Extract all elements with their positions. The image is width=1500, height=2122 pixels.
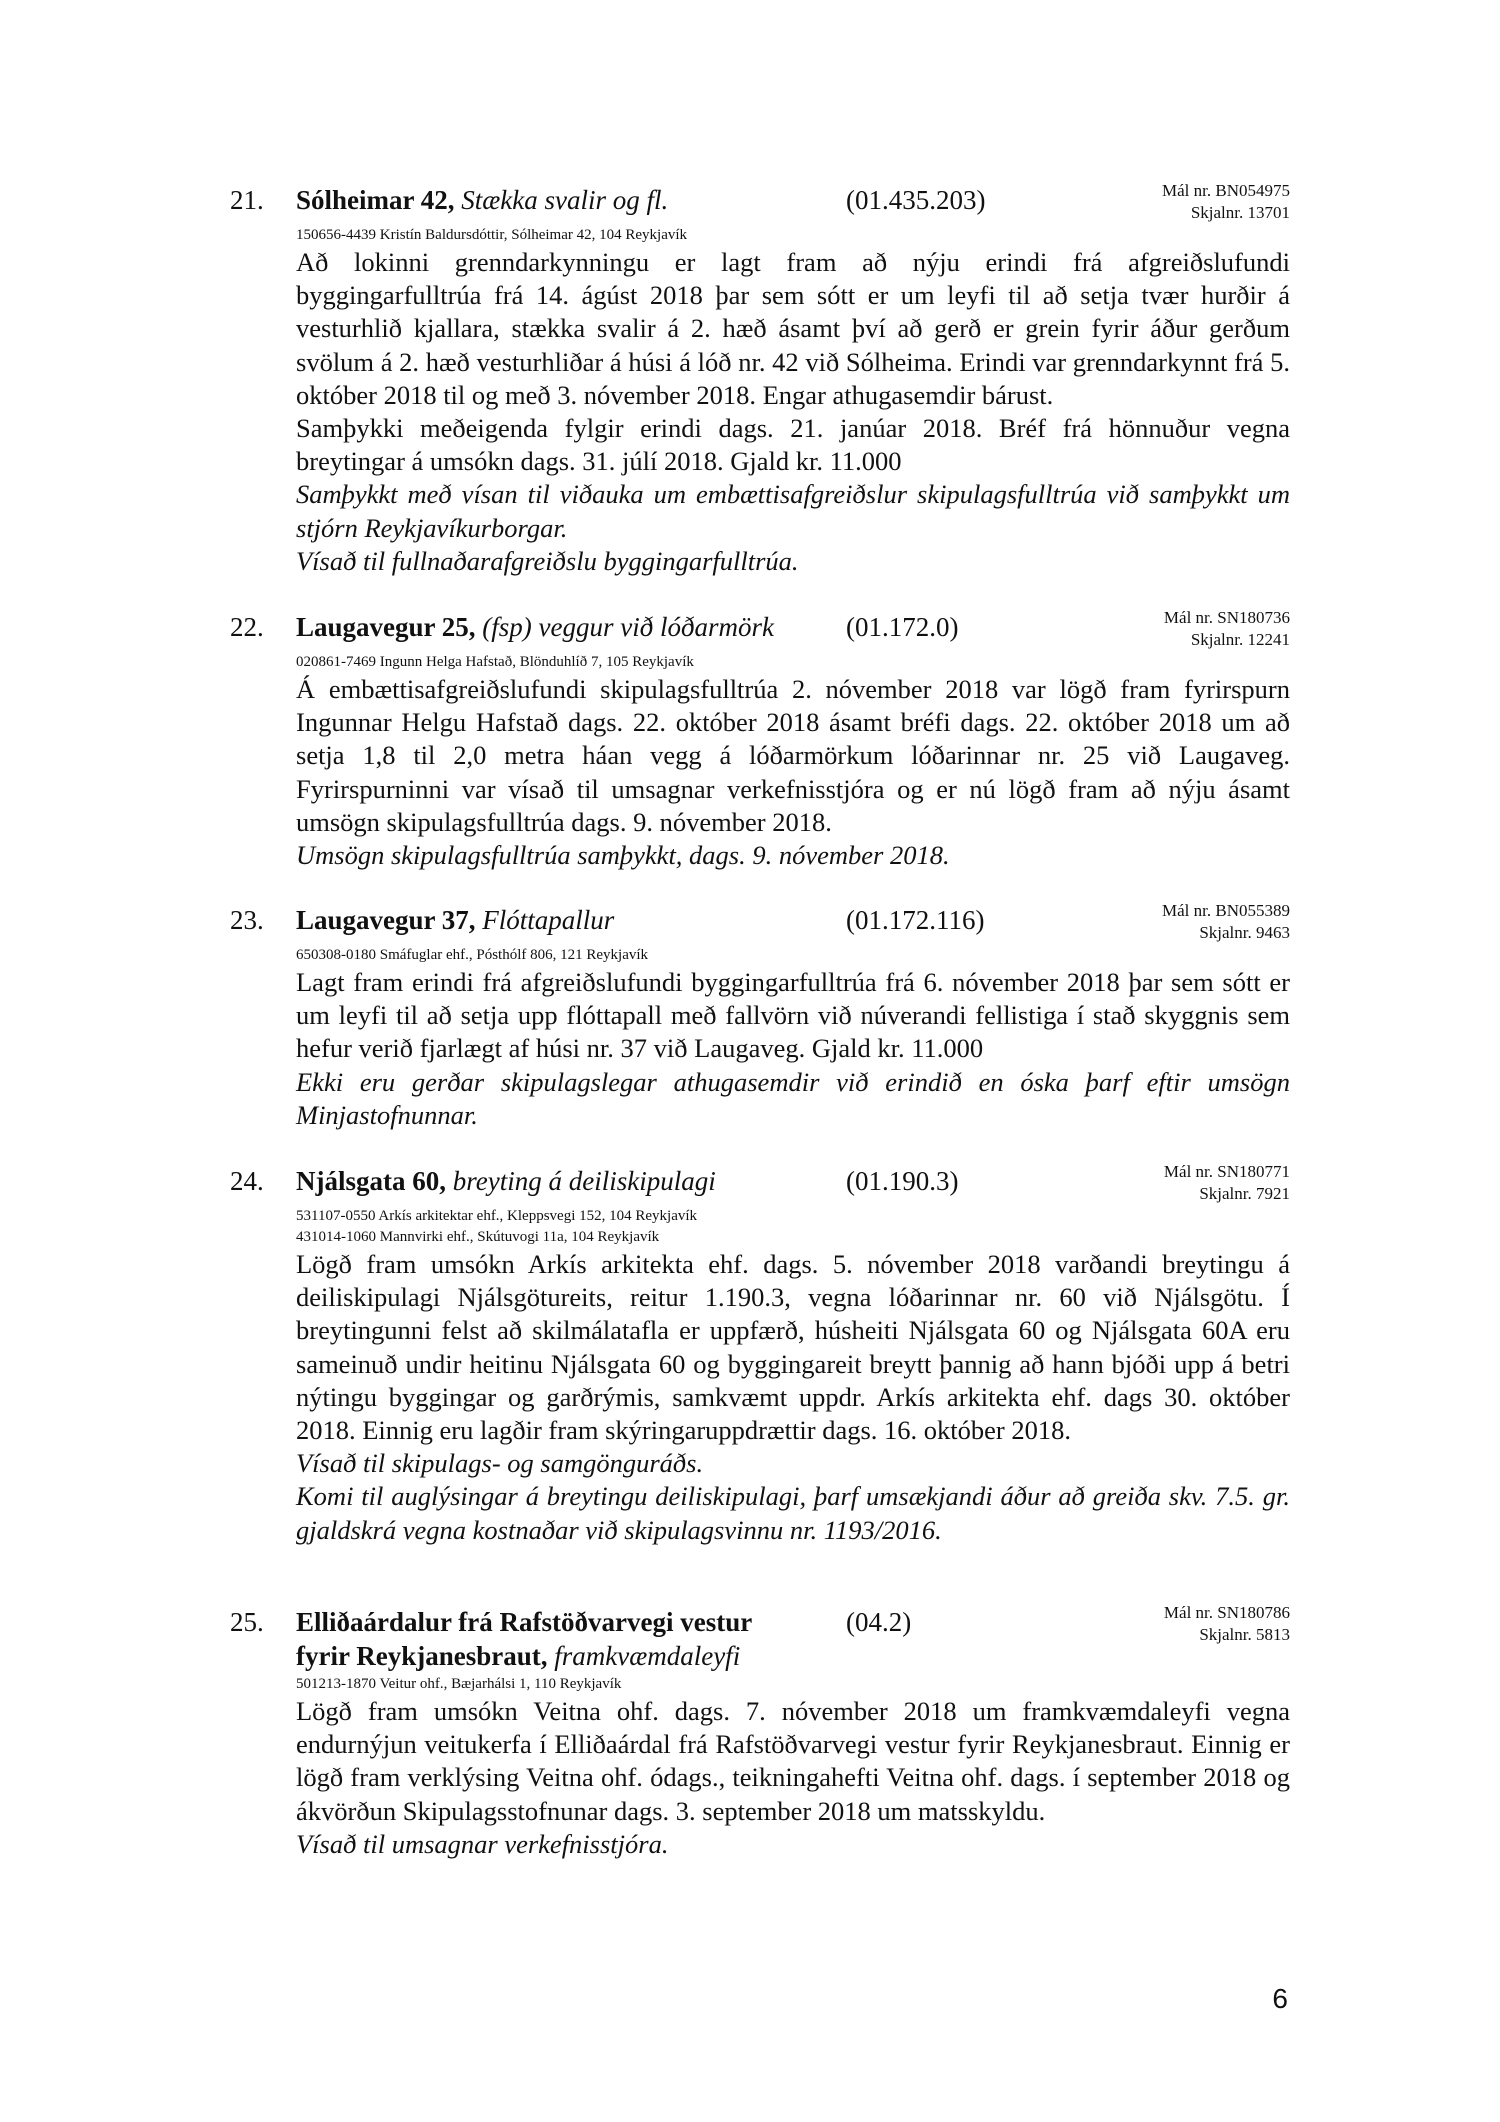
item-body xyxy=(296,945,1290,1132)
item-subject: framkvæmdaleyfi xyxy=(554,1641,741,1671)
case-number: Mál nr. SN180771 xyxy=(1163,1162,1290,1181)
applicant: 650308-0180 Smáfuglar ehf., Pósthólf 806, 121 Reykjavík xyxy=(296,947,649,963)
item-decision: Ekki eru gerðar skipulagslegar athugasemdir við erindið en óska þarf eftir umsögn Minjastofnunnar. xyxy=(296,1066,1290,1130)
page-number: 6 xyxy=(1272,1983,1288,2014)
item-decision-2: Vísað til fullnaðarafgreiðslu byggingarfulltrúa. xyxy=(296,545,799,576)
item-address: Laugavegur 25, xyxy=(296,612,476,642)
item-code: (01.172.116) xyxy=(846,905,985,935)
document-number: Skjalnr. 7921 xyxy=(1199,1184,1290,1203)
item-number: 23. xyxy=(230,905,264,935)
item-body xyxy=(296,225,1290,578)
item-decision: Samþykkt með vísan til viðauka um embættisafgreiðslur skipulagsfulltrúa við samþykkt um stjórn Reykjavíkurborgar. xyxy=(296,479,1290,543)
item-body xyxy=(296,652,1290,872)
applicant: 431014-1060 Mannvirki ehf., Skútuvogi 11a, 104 Reykjavík xyxy=(296,1229,660,1245)
item-decision: Vísað til skipulags- og samgönguráðs. xyxy=(296,1448,704,1479)
item-text: Lagt fram erindi frá afgreiðslufundi byggingarfulltrúa frá 6. nóvember 2018 þar sem sótt er um leyfi til að setja upp flóttapall með fallvörn við núverandi fellistiga í stað skyggnis sem hefur verið fjarlægt af húsi nr. 37 við Laugaveg. Gjald kr. 11.000 xyxy=(296,967,1290,1064)
item-code: (01.435.203) xyxy=(846,185,986,215)
document-number: Skjalnr. 5813 xyxy=(1199,1625,1290,1644)
applicant: 531107-0550 Arkís arkitektar ehf., Kleppsvegi 152, 104 Reykjavík xyxy=(296,1208,698,1224)
item-text: Lögð fram umsókn Arkís arkitekta ehf. dags. 5. nóvember 2018 varðandi breytingu á deiliskipulagi Njálsgötureits, reitur 1.190.3, vegna lóðarinnar nr. 60 við Njálsgötu. Í breytingunni felst að skilmálatafla er uppfærð, húsheiti Njálsgata 60 og Njálsgata 60A eru sameinuð undir heitinu Njálsgata 60 og byggingareit breytt þannig að hann bjóði upp á betri nýtingu byggingar og garðrýmis, samkvæmt uppdr. Arkís arkitekta ehf. dags 30. október 2018. Einnig eru lagðir fram skýringaruppdrættir dags. 16. október 2018. xyxy=(296,1249,1290,1446)
item-meta xyxy=(1162,900,1290,944)
item-meta xyxy=(1164,1161,1290,1205)
case-number: Mál nr. SN180786 xyxy=(1163,1603,1290,1622)
item-address: Laugavegur 37, xyxy=(296,905,476,935)
item-address: Njálsgata 60, xyxy=(296,1166,446,1196)
item-address: Sólheimar 42, xyxy=(296,185,455,215)
item-text: Lögð fram umsókn Veitna ohf. dags. 7. nóvember 2018 um framkvæmdaleyfi vegna endurnýjun veitukerfa í Elliðaárdal frá Rafstöðvarvegi vestur fyrir Reykjanesbraut. Einnig er lögð fram verklýsing Veitna ohf. ódags., teikningahefti Veitna ohf. dags. í september 2018 og ákvörðun Skipulagsstofnunar dags. 3. september 2018 um matsskyldu. xyxy=(296,1696,1290,1826)
item-address: Elliðaárdalur frá Rafstöðvarvegi vestur fyrir Reykjanesbraut, xyxy=(296,1607,752,1671)
case-number: Mál nr. BN055389 xyxy=(1162,901,1290,920)
item-decision-2: Komi til auglýsingar á breytingu deiliskipulagi, þarf umsækjandi áður að greiða skv. 7.5. gr. gjaldskrá vegna kostnaðar við skipulagsvinnu nr. 1193/2016. xyxy=(296,1481,1290,1545)
item-number: 21. xyxy=(230,185,264,215)
case-number: Mál nr. BN054975 xyxy=(1162,181,1290,200)
applicant: 020861-7469 Ingunn Helga Hafstað, Blönduhlíð 7, 105 Reykjavík xyxy=(296,654,694,670)
item-number: 24. xyxy=(230,1166,264,1196)
case-number: Mál nr. SN180736 xyxy=(1163,608,1290,627)
document-number: Skjalnr. 9463 xyxy=(1199,923,1290,942)
item-title xyxy=(296,1164,836,1198)
item-subject: (fsp) veggur við lóðarmörk xyxy=(482,612,774,642)
applicant: 501213-1870 Veitur ohf., Bæjarhálsi 1, 110 Reykjavík xyxy=(296,1676,622,1692)
item-meta xyxy=(1164,607,1290,651)
item-code: (01.172.0) xyxy=(846,612,959,642)
item-meta xyxy=(1164,1602,1290,1646)
applicant: 150656-4439 Kristín Baldursdóttir, Sólheimar 42, 104 Reykjavík xyxy=(296,227,688,243)
item-subject: Flóttapallur xyxy=(482,905,615,935)
item-title xyxy=(296,610,836,644)
item-title xyxy=(296,1605,796,1673)
item-subject: Stækka svalir og fl. xyxy=(461,185,669,215)
item-number: 22. xyxy=(230,612,264,642)
item-title xyxy=(296,183,836,217)
item-number: 25. xyxy=(230,1607,264,1637)
item-title xyxy=(296,903,836,937)
item-decision: Vísað til umsagnar verkefnisstjóra. xyxy=(296,1828,669,1859)
item-subject: breyting á deiliskipulagi xyxy=(452,1166,716,1196)
item-text: Að lokinni grenndarkynningu er lagt fram að nýju erindi frá afgreiðslufundi byggingarfulltrúa frá 14. ágúst 2018 þar sem sótt er um leyfi til að setja tvær hurðir á vesturhlið kjallara, stækka svalir á 2. hæð ásamt því að gerð er grein fyrir áður gerðum svölum á 2. hæð vesturhliðar á húsi á lóð nr. 42 við Sólheima. Erindi var grenndarkynnt frá 5. október 2018 til og með 3. nóvember 2018. Engar athugasemdir bárust. xyxy=(296,247,1290,410)
item-text: Á embættisafgreiðslufundi skipulagsfulltrúa 2. nóvember 2018 var lögð fram fyrirspurn Ingunnar Helgu Hafstað dags. 22. október 2018 ásamt bréfi dags. 22. október 2018 um að setja 1,8 til 2,0 metra háan vegg á lóðarmörkum lóðarinnar nr. 25 við Laugaveg. Fyrirspurninni var vísað til umsagnar verkefnisstjóra og er nú lögð fram að nýju ásamt umsögn skipulagsfulltrúa dags. 9. nóvember 2018. xyxy=(296,674,1290,837)
item-code: (01.190.3) xyxy=(846,1166,959,1196)
item-code: (04.2) xyxy=(846,1607,912,1637)
document-number: Skjalnr. 12241 xyxy=(1190,630,1290,649)
item-text-2: Samþykki meðeigenda fylgir erindi dags. 21. janúar 2018. Bréf frá hönnuður vegna breytingar á umsókn dags. 31. júlí 2018. Gjald kr. 11.000 xyxy=(296,413,1290,477)
item-body xyxy=(296,1206,1290,1547)
item-decision: Umsögn skipulagsfulltrúa samþykkt, dags. 9. nóvember 2018. xyxy=(296,840,950,871)
item-body xyxy=(296,1674,1290,1861)
item-meta xyxy=(1162,180,1290,224)
document-number: Skjalnr. 13701 xyxy=(1190,203,1290,222)
